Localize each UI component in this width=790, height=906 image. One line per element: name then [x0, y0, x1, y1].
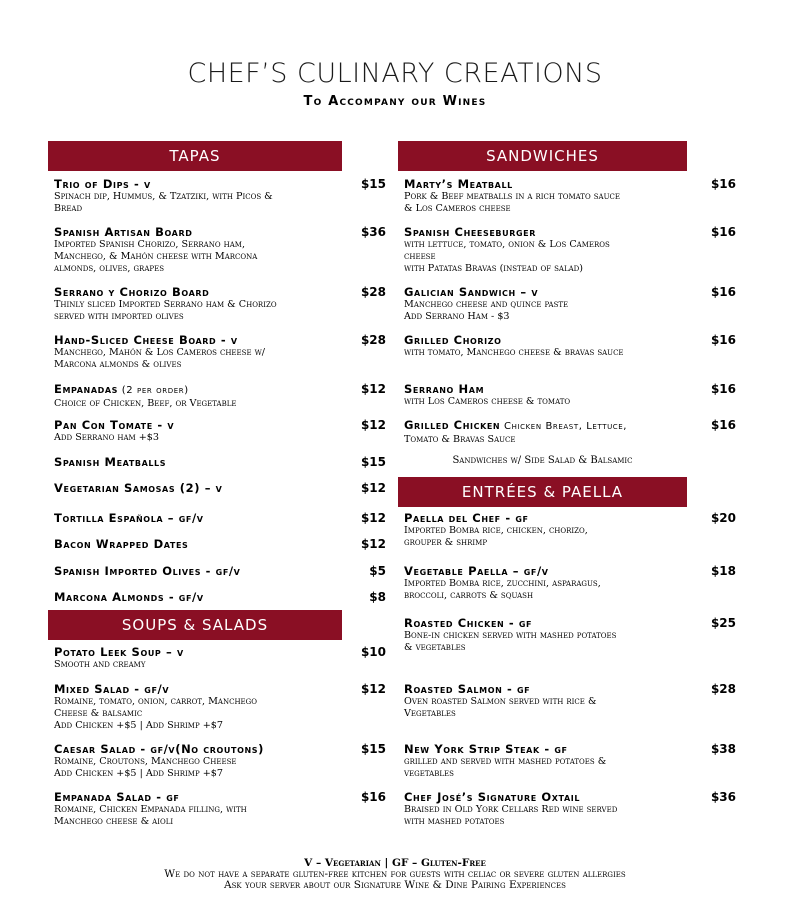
item-description: Cheese & balsamic — [54, 708, 143, 719]
item-price: $12 — [360, 382, 386, 396]
item-description: & vegetables — [404, 642, 466, 653]
item-name: Empanadas (2 per order) — [54, 382, 189, 396]
item-description: with lettuce, tomato, onion & Los Cameros — [404, 239, 610, 250]
sandwiches-menu-item — [404, 333, 736, 359]
item-description: Bread — [54, 203, 83, 214]
item-price: $20 — [710, 511, 736, 525]
item-name: Grilled Chorizo — [404, 333, 502, 347]
item-description: served with imported olives — [54, 311, 184, 322]
item-name: Spanish Cheeseburger — [404, 225, 536, 239]
item-name: Vegetable Paella – gf/v — [404, 564, 549, 578]
item-price: $15 — [360, 455, 386, 469]
entrees-menu-item — [404, 616, 736, 654]
item-description: Manchego, Mahón & Los Cameros cheese w/ — [54, 347, 266, 358]
item-description: Imported Bomba rice, zucchini, asparagus, — [404, 578, 601, 589]
entrees-menu-item — [404, 742, 736, 780]
tapas-menu-item — [54, 537, 386, 551]
item-description: Add Serrano Ham - $3 — [404, 311, 510, 322]
item-description: Marcona almonds & olives — [54, 359, 182, 370]
item-name: Tortilla Española – gf/v — [54, 511, 204, 525]
sandwiches-menu-item — [404, 285, 736, 323]
item-name: Hand-Sliced Cheese Board - v — [54, 333, 238, 347]
item-description: Romaine, Croutons, Manchego Cheese — [54, 756, 237, 767]
item-description: grouper & shrimp — [404, 537, 488, 548]
item-description: Manchego cheese and quince paste — [404, 299, 569, 310]
item-description: Romaine, Chicken Empanada filling, with — [54, 804, 247, 815]
item-description: with tomato, Manchego cheese & bravas sauce — [404, 347, 624, 358]
item-description: Romaine, tomato, onion, carrot, Manchego — [54, 696, 257, 707]
item-description: almonds, olives, grapes — [54, 263, 164, 274]
sandwiches-note: Sandwiches w/ Side Salad & Balsamic — [452, 455, 633, 466]
entrees-menu-item — [404, 511, 736, 549]
menu-subtitle: To Accompany our Wines — [303, 94, 487, 109]
item-description: Oven roasted Salmon served with rice & — [404, 696, 597, 707]
item-price: $16 — [360, 790, 386, 804]
item-price: $16 — [710, 418, 736, 432]
item-price: $18 — [710, 564, 736, 578]
item-name: Chef José’s Signature Oxtail — [404, 790, 581, 804]
item-description: cheese — [404, 251, 436, 262]
item-price: $28 — [710, 682, 736, 696]
item-description: Tomato & Bravas Sauce — [404, 434, 516, 445]
item-name: Vegetarian Samosas (2) – v — [54, 481, 223, 495]
item-price: $28 — [360, 333, 386, 347]
item-name: Spanish Artisan Board — [54, 225, 193, 239]
tapas-menu-item — [54, 177, 386, 215]
item-price: $16 — [710, 382, 736, 396]
item-name: Roasted Chicken - gf — [404, 616, 533, 630]
item-description: Choice of Chicken, Beef, or Vegetable — [54, 398, 237, 409]
item-description: with Patatas Bravas (instead of salad) — [404, 263, 584, 274]
item-price: $36 — [710, 790, 736, 804]
entrees-heading: ENTRÉES & PAELLA — [398, 477, 687, 507]
item-price: $5 — [369, 564, 386, 578]
item-description: Vegetables — [404, 708, 456, 719]
item-price: $15 — [360, 177, 386, 191]
item-name: Bacon Wrapped Dates — [54, 537, 189, 551]
tapas-menu-item — [54, 418, 386, 444]
item-name: Trio of Dips - v — [54, 177, 151, 191]
item-description: with Los Cameros cheese & tomato — [404, 396, 571, 407]
item-price: $10 — [360, 645, 386, 659]
soups-heading: SOUPS & SALADS — [48, 610, 342, 640]
item-description: Thinly sliced Imported Serrano ham & Chorizo — [54, 299, 277, 310]
item-price: $8 — [369, 590, 386, 604]
item-description: Add Chicken +$5 | Add Shrimp +$7 — [54, 720, 223, 731]
tapas-menu-item — [54, 481, 386, 495]
soups-menu-item — [54, 742, 386, 780]
item-name: Galician Sandwich – v — [404, 285, 539, 299]
soups-menu-item — [54, 645, 386, 671]
footer-allergy-note: We do not have a separate gluten-free kitchen for guests with celiac or severe gluten allergies — [164, 868, 626, 880]
soups-menu-item — [54, 790, 386, 828]
item-price: $12 — [360, 481, 386, 495]
soups-menu-item — [54, 682, 386, 732]
item-description: vegetables — [404, 768, 454, 779]
item-description: Spinach dip, Hummus, & Tzatziki, with Picos & — [54, 191, 273, 202]
tapas-menu-item — [54, 333, 386, 371]
item-price: $38 — [710, 742, 736, 756]
item-name: New York Strip Steak - gf — [404, 742, 568, 756]
item-name: Serrano y Chorizo Board — [54, 285, 210, 299]
item-name: Mixed Salad - gf/v — [54, 682, 170, 696]
footer-pairing-note: Ask your server about our Signature Wine & Dine Pairing Experiences — [224, 879, 566, 891]
item-price: $12 — [360, 511, 386, 525]
tapas-menu-item — [54, 511, 386, 525]
item-description: Pork & Beef meatballs in a rich tomato sauce — [404, 191, 620, 202]
item-description: Add Serrano ham +$3 — [54, 432, 160, 443]
item-description: Imported Bomba rice, chicken, chorizo, — [404, 525, 588, 536]
sandwiches-menu-item — [404, 418, 736, 446]
item-price: $16 — [710, 285, 736, 299]
item-description: Smooth and creamy — [54, 659, 146, 670]
item-description: & Los Cameros cheese — [404, 203, 511, 214]
menu-title: CHEF’S CULINARY CREATIONS — [187, 58, 603, 89]
entrees-menu-item — [404, 790, 736, 828]
item-description: Imported Spanish Chorizo, Serrano ham, — [54, 239, 246, 250]
entrees-menu-item — [404, 564, 736, 602]
item-price: $36 — [360, 225, 386, 239]
item-name-note: (2 per order) — [118, 385, 189, 396]
item-name: Pan Con Tomate - v — [54, 418, 175, 432]
entrees-menu-item — [404, 682, 736, 720]
tapas-menu-item — [54, 225, 386, 275]
item-name: Paella del Chef - gf — [404, 511, 529, 525]
sandwiches-menu-item — [404, 382, 736, 408]
item-name: Spanish Meatballs — [54, 455, 167, 469]
sandwiches-menu-item — [404, 177, 736, 215]
item-name: Grilled Chicken Chicken Breast, Lettuce, — [404, 418, 628, 432]
item-price: $16 — [710, 333, 736, 347]
item-name: Marcona Almonds - gf/v — [54, 590, 204, 604]
item-price: $15 — [360, 742, 386, 756]
item-description: Braised in Old York Cellars Red wine served — [404, 804, 618, 815]
item-price: $16 — [710, 177, 736, 191]
item-description: Manchego cheese & aioli — [54, 816, 174, 827]
item-name: Empanada Salad - gf — [54, 790, 180, 804]
tapas-menu-item — [54, 285, 386, 323]
item-name: Roasted Salmon - gf — [404, 682, 531, 696]
item-name: Serrano Ham — [404, 382, 485, 396]
item-price: $12 — [360, 537, 386, 551]
item-description: broccoli, carrots & squash — [404, 590, 534, 601]
menu-footer — [0, 858, 790, 891]
item-description: with mashed potatoes — [404, 816, 505, 827]
sandwiches-heading: SANDWICHES — [398, 141, 687, 171]
tapas-menu-item — [54, 564, 386, 578]
tapas-menu-item — [54, 455, 386, 469]
sandwiches-menu-item — [404, 225, 736, 275]
item-price: $25 — [710, 616, 736, 630]
item-description: Bone-in chicken served with mashed potatoes — [404, 630, 617, 641]
item-price: $12 — [360, 418, 386, 432]
item-description: Manchego, & Mahón cheese with Marcona — [54, 251, 258, 262]
tapas-heading: TAPAS — [48, 141, 342, 171]
item-price: $12 — [360, 682, 386, 696]
item-name: Potato Leek Soup – v — [54, 645, 184, 659]
item-name: Marty’s Meatball — [404, 177, 513, 191]
tapas-menu-item — [54, 382, 386, 410]
footer-legend: V – Vegetarian | GF – Gluten-Free — [304, 857, 486, 869]
item-price: $28 — [360, 285, 386, 299]
item-name: Caesar Salad - gf/v(No croutons) — [54, 742, 265, 756]
tapas-menu-item — [54, 590, 386, 604]
item-name-note: Chicken Breast, Lettuce, — [500, 421, 628, 432]
item-description: grilled and served with mashed potatoes & — [404, 756, 607, 767]
item-description: Add Chicken +$5 | Add Shrimp +$7 — [54, 768, 223, 779]
item-name: Spanish Imported Olives - gf/v — [54, 564, 241, 578]
item-price: $16 — [710, 225, 736, 239]
